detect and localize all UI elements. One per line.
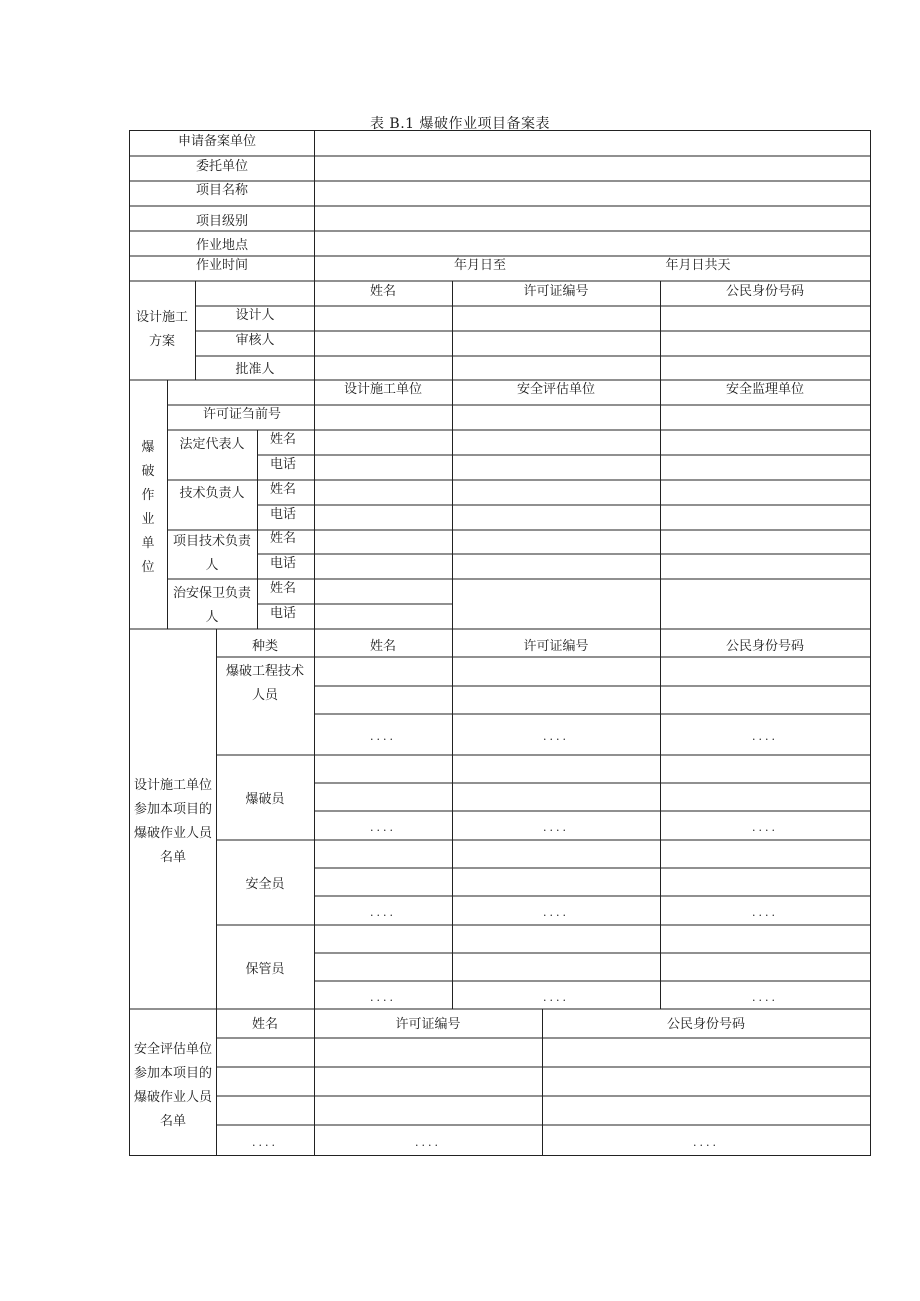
design-header-name: 姓名 — [369, 284, 397, 299]
blast-unit-section-label: 爆破作业单位 — [141, 440, 155, 575]
apply-unit-value-cell[interactable] — [315, 131, 870, 156]
work-location-value-cell[interactable] — [315, 232, 870, 256]
ellipsis-custodian-name: .... — [370, 991, 396, 1004]
design-header-id: 公民身份号码 — [725, 284, 805, 299]
tech-lead-name-label: 姓名 — [269, 482, 297, 497]
ellipsis-eval-name: .... — [252, 1136, 278, 1149]
ellipsis-eval-id: .... — [693, 1136, 719, 1149]
tech-lead-phone-label: 电话 — [269, 507, 297, 522]
ellipsis-eval-license: .... — [415, 1136, 441, 1149]
ellipsis-eng-license: .... — [543, 730, 569, 743]
entrust-unit-value-cell[interactable] — [315, 157, 870, 181]
blast-header-eval-unit: 安全评估单位 — [516, 382, 596, 397]
category-custodian: 保管员 — [245, 962, 285, 977]
design-role-designer: 设计人 — [235, 308, 275, 323]
eval-header-name: 姓名 — [251, 1017, 279, 1032]
staff-header-category: 种类 — [251, 639, 279, 654]
blast-header-design-unit: 设计施工单位 — [343, 382, 423, 397]
design-role-approver: 批准人 — [235, 362, 275, 377]
form-title: 表 B.1 爆破作业项目备案表 — [369, 116, 551, 132]
staff-header-name: 姓名 — [369, 639, 397, 654]
ellipsis-custodian-license: .... — [543, 991, 569, 1004]
eval-header-license: 许可证编号 — [395, 1017, 461, 1032]
label-apply-unit: 申请备案单位 — [177, 134, 257, 149]
design-section-label: 设计施工方案 — [135, 310, 188, 349]
security-lead-name-label: 姓名 — [269, 581, 297, 596]
eval-header-id: 公民身份号码 — [666, 1017, 746, 1032]
category-engineering-tech: 爆破工程技术人员 — [225, 664, 304, 703]
ellipsis-blaster-id: .... — [752, 821, 778, 834]
ellipsis-safety-name: .... — [370, 906, 396, 919]
ellipsis-safety-id: .... — [752, 906, 778, 919]
ellipsis-blaster-license: .... — [543, 821, 569, 834]
project-tech-lead-name-label: 姓名 — [269, 531, 297, 546]
group-project-tech-lead: 项目技术负责人 — [172, 534, 251, 573]
ellipsis-eng-id: .... — [752, 730, 778, 743]
label-project-level: 项目级别 — [195, 214, 249, 229]
legal-rep-name-label: 姓名 — [269, 432, 297, 447]
ellipsis-custodian-id: .... — [752, 991, 778, 1004]
project-tech-lead-phone-label: 电话 — [269, 556, 297, 571]
label-project-name: 项目名称 — [195, 183, 249, 198]
work-time-from: 年月日至 — [453, 258, 507, 273]
design-staff-section-label: 设计施工单位参加本项目的爆破作业人员名单 — [133, 778, 212, 865]
label-work-location: 作业地点 — [195, 238, 249, 253]
work-time-to: 年月日共天 — [665, 258, 731, 273]
group-legal-rep: 法定代表人 — [179, 437, 245, 452]
legal-rep-phone-label: 电话 — [269, 457, 297, 472]
security-lead-phone-label: 电话 — [269, 606, 297, 621]
staff-header-license: 许可证编号 — [523, 639, 589, 654]
design-role-reviewer: 审核人 — [235, 333, 275, 348]
eval-staff-section-label: 安全评估单位参加本项目的爆破作业人员名单 — [133, 1042, 212, 1129]
project-name-value-cell[interactable] — [315, 182, 870, 206]
ellipsis-eng-name: .... — [370, 730, 396, 743]
blast-header-supervise-unit: 安全监理单位 — [725, 382, 805, 397]
label-work-time: 作业时间 — [195, 258, 249, 273]
project-level-value-cell[interactable] — [315, 207, 870, 231]
category-safety: 安全员 — [245, 877, 285, 892]
ellipsis-safety-license: .... — [543, 906, 569, 919]
design-header-license: 许可证编号 — [523, 284, 589, 299]
ellipsis-blaster-name: .... — [370, 821, 396, 834]
category-blaster: 爆破员 — [245, 792, 285, 807]
group-tech-lead: 技术负责人 — [179, 486, 245, 501]
record-form-table — [129, 130, 871, 1156]
blast-license-label: 许可证刍前号 — [202, 407, 282, 422]
label-entrust-unit: 委托单位 — [195, 159, 249, 174]
group-security-lead: 治安保卫负责人 — [172, 586, 251, 625]
staff-header-id: 公民身份号码 — [725, 639, 805, 654]
